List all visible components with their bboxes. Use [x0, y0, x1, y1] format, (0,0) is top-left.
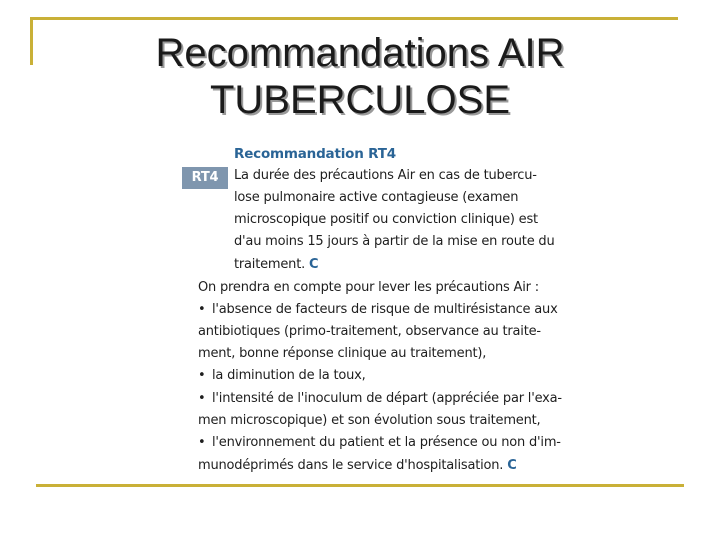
grade-c-mark: C: [507, 458, 517, 473]
recommendation-text: traitement.: [234, 257, 306, 272]
list-item-continuation: ment, bonne réponse clinique au traitement),: [198, 346, 487, 361]
intro-line: On prendra en compte pour lever les précautions Air :: [198, 280, 539, 295]
recommendation-text-line: lose pulmonaire active contagieuse (examen: [234, 190, 519, 205]
bullet-mark: •: [198, 368, 206, 383]
recommendation-text-line-last: [234, 254, 318, 276]
list-item-continuation: antibiotiques (primo-traitement, observance au traite-: [198, 324, 541, 339]
list-item-text: l'environnement du patient et la présence ou non d'im-: [212, 435, 561, 450]
list-item-text: l'absence de facteurs de risque de multirésistance aux: [212, 302, 558, 317]
list-item-continuation: men microscopique) et son évolution sous traitement,: [198, 413, 541, 428]
recommendation-text-line: microscopique positif ou conviction clinique) est: [234, 212, 538, 227]
bottom-frame-line: [36, 484, 684, 487]
list-item-text: la diminution de la toux,: [212, 368, 366, 383]
list-item-continuation-last: [198, 455, 517, 477]
list-item: [198, 299, 558, 321]
recommendation-text-line: d'au moins 15 jours à partir de la mise en route du: [234, 234, 555, 249]
list-item-text: munodéprimés dans le service d'hospitalisation.: [198, 458, 504, 473]
rt4-badge: RT4: [182, 167, 228, 189]
bullet-mark: •: [198, 435, 206, 450]
list-item-text: l'intensité de l'inoculum de départ (appréciée par l'exa-: [212, 391, 562, 406]
top-frame-line: [30, 17, 678, 20]
title-line-1: Recommandations AIR: [155, 31, 565, 75]
slide-title: [0, 30, 720, 124]
list-item: [198, 388, 562, 410]
bullet-mark: •: [198, 302, 206, 317]
title-line-2: TUBERCULOSE: [209, 78, 511, 122]
list-item: [198, 432, 561, 454]
grade-c-mark: C: [308, 257, 319, 272]
list-item: [198, 365, 366, 387]
bullet-mark: •: [198, 391, 206, 406]
recommendation-heading: Recommandation RT4: [234, 146, 396, 162]
recommendation-text-line: La durée des précautions Air en cas de tubercu-: [234, 168, 537, 183]
